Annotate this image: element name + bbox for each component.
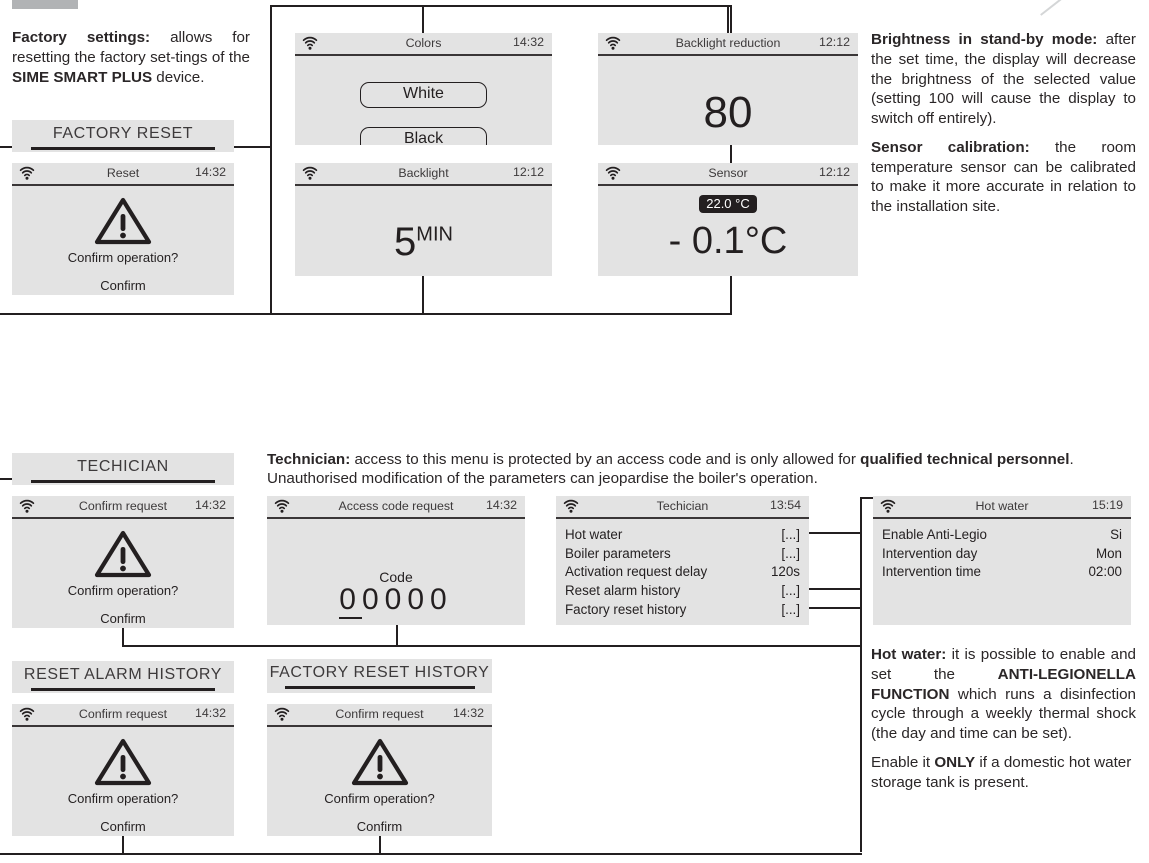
connector-mid-rail [122, 645, 862, 647]
access-code-digit-2[interactable]: 0 [384, 583, 408, 616]
screen-header [267, 704, 492, 727]
connector-top-left-vertical [270, 5, 272, 315]
connector-resetalarm-branch [808, 588, 862, 590]
menu-row-label: Enable Anti-Legio [882, 527, 987, 542]
brightness-standby-lead: Brightness in stand-by mode: [871, 31, 1098, 48]
access-code-label: Code [379, 569, 413, 585]
wifi-icon [605, 35, 621, 56]
screen-header [12, 163, 234, 186]
hot-water-enable-a: Enable it [871, 753, 935, 771]
chip-rule [285, 686, 475, 689]
access-code-digit-3[interactable]: 0 [407, 583, 431, 616]
menu-row-value: 02:00 [1088, 564, 1122, 580]
confirm-action[interactable]: Confirm [100, 278, 146, 293]
option-white[interactable]: White [360, 82, 487, 108]
menu-row-value: Si [1110, 527, 1122, 542]
connector-backlight-reduction-stub [727, 5, 729, 33]
connector-top-bottom-rail [0, 313, 732, 315]
technician-tail: . Unauthorised modification of the parameters can jeopardise the boiler's operation. [267, 451, 1074, 488]
menu-row-label: Boiler parameters [565, 545, 671, 561]
screen-header [295, 163, 552, 186]
sensor-calibration-lead: Sensor calibration: [871, 138, 1030, 156]
screen-header [12, 704, 234, 727]
screen-title: Sensor [708, 166, 748, 180]
screen-body [873, 519, 1131, 625]
backlight-reduction-value: 80 [703, 88, 753, 137]
connector-confirm1-down [122, 625, 124, 647]
hot-water-paragraph [871, 645, 1136, 801]
page-top-grey-bar [12, 0, 78, 9]
screen-clock: 12:12 [818, 35, 850, 49]
screen-confirm-request-technician[interactable] [12, 496, 234, 628]
screen-clock: 14:32 [194, 706, 226, 720]
screen-body [12, 519, 234, 628]
hot-water-a: it is possible to enable and set the [871, 646, 1136, 683]
screen-clock: 12:12 [512, 165, 544, 179]
technician-bold: qualified technical personnel [860, 451, 1070, 468]
wifi-icon [274, 706, 290, 727]
screen-backlight-reduction[interactable] [598, 33, 858, 145]
brightness-standby-paragraph [871, 30, 1136, 226]
hot-water-lead: Hot water: [871, 646, 947, 663]
wifi-icon [605, 165, 621, 186]
screen-clock: 14:32 [194, 498, 226, 512]
screen-body [598, 186, 858, 276]
factory-settings-device: SIME SMART PLUS [12, 68, 153, 86]
factory-settings-rest-b: device. [152, 68, 205, 86]
screen-colors[interactable] [295, 33, 552, 145]
screen-clock: 14:32 [452, 706, 484, 720]
wifi-icon [19, 498, 35, 519]
screen-clock: 14:32 [194, 165, 226, 179]
factory-settings-rest-a: allows for resetting the factory set-tings of the [12, 29, 250, 66]
screen-clock: 15:19 [1091, 498, 1123, 512]
screen-body [556, 519, 809, 625]
menu-row-label: Intervention day [882, 545, 978, 561]
wifi-icon [302, 35, 318, 56]
hot-water-bold: ANTI-LEGIONELLA FUNCTION [871, 665, 1136, 703]
factory-settings-paragraph [12, 28, 250, 96]
connector-bottom-rail [0, 853, 862, 855]
screen-clock: 14:32 [512, 35, 544, 49]
menu-row-enable-anti-legio[interactable] [873, 526, 1131, 545]
screen-body [267, 727, 492, 836]
hot-water-enable-b: if a domestic hot water storage tank is present. [871, 753, 1132, 791]
warning-triangle-icon [267, 737, 492, 792]
screen-title: Confirm request [335, 707, 424, 721]
chip-rule [31, 480, 215, 483]
screen-header [295, 33, 552, 56]
chip-rule [31, 688, 215, 691]
access-code-digit-1[interactable]: 0 [361, 583, 385, 616]
backlight-value-group [295, 220, 552, 265]
backlight-value: 5 [394, 220, 417, 264]
connector-colors-stub [422, 5, 424, 33]
screen-body [598, 56, 858, 145]
connector-hotwater-branch [808, 532, 862, 534]
screen-clock: 12:12 [818, 165, 850, 179]
chip-factory-reset[interactable] [12, 120, 234, 152]
screen-header [267, 496, 525, 519]
access-code-digit-0[interactable]: 0 [339, 583, 362, 619]
sensor-temp-badge: 22.0 °C [699, 195, 757, 213]
confirm-question: Confirm operation? [324, 791, 435, 806]
warning-triangle-icon [12, 529, 234, 584]
screen-title: Reset [106, 166, 140, 180]
menu-row-label: Hot water [565, 527, 623, 542]
connector-right-bus [860, 497, 862, 852]
screen-title: Confirm request [78, 707, 168, 721]
confirm-action[interactable]: Confirm [100, 819, 146, 834]
menu-row-label: Factory reset history [565, 601, 687, 617]
screen-body [295, 56, 552, 145]
connector-accesscode-down [396, 625, 398, 647]
menu-row-value: [...] [781, 545, 800, 561]
chip-reset-alarm-history-label: RESET ALARM HISTORY [23, 666, 223, 683]
wifi-icon [302, 165, 318, 186]
screen-title: Confirm request [78, 499, 168, 513]
wifi-icon [19, 165, 35, 186]
hot-water-b: which runs a disinfection cycle through a weekly thermal shock (the day and time can be set). [871, 685, 1136, 742]
screen-access-code-request[interactable] [267, 496, 525, 625]
chip-factory-reset-history[interactable] [267, 659, 492, 693]
menu-row-intervention-day[interactable] [873, 545, 1131, 564]
screen-techician-menu[interactable] [556, 496, 809, 625]
screen-factory-reset-history-confirm[interactable] [267, 704, 492, 836]
screen-hot-water[interactable] [873, 496, 1131, 625]
chip-factory-reset-label: FACTORY RESET [52, 125, 194, 142]
wifi-icon [19, 706, 35, 727]
menu-row-label: Intervention time [882, 564, 981, 580]
screen-body [267, 519, 525, 625]
menu-row-reset-alarm-history[interactable] [556, 582, 809, 601]
connector-top-horizontal [270, 5, 732, 7]
screen-title: Backlight reduction [675, 36, 781, 50]
access-code-digit-4[interactable]: 0 [430, 583, 453, 616]
screen-reset-confirm[interactable] [12, 163, 234, 295]
menu-row-value: 120s [770, 564, 800, 580]
page-corner-mark [1040, 0, 1062, 16]
screen-header [598, 163, 858, 186]
menu-row-label: Activation request delay [565, 564, 708, 580]
sensor-offset-value: - 0.1°C [668, 220, 788, 262]
wifi-icon [880, 498, 896, 519]
connector-resetalarm-screen-down [122, 833, 124, 855]
menu-row-value: [...] [781, 601, 800, 617]
screen-header [556, 496, 809, 519]
menu-row-activation-request-delay[interactable] [556, 563, 809, 582]
menu-row-value: [...] [781, 527, 800, 542]
screen-body [12, 186, 234, 295]
sensor-calibration-body: the room temperature sensor can be calibrated to make it more accurate in relation to the installation site. [871, 138, 1136, 215]
screen-clock: 14:32 [485, 498, 517, 512]
access-code-digits[interactable] [267, 583, 525, 617]
screen-title: Hot water [975, 499, 1029, 513]
menu-row-boiler-parameters[interactable] [556, 545, 809, 564]
confirm-action[interactable]: Confirm [100, 611, 146, 626]
connector-backlight-down-stub [422, 276, 424, 315]
brightness-standby-body: after the set time, the display will decrease the brightness of the selected value (setting 100 will cause the display to switch off entirely). [871, 31, 1136, 127]
confirm-action[interactable]: Confirm [356, 819, 403, 834]
wifi-icon [563, 498, 579, 519]
factory-settings-lead: Factory settings: [12, 29, 151, 46]
warning-triangle-icon [12, 737, 234, 792]
menu-row-hot-water[interactable] [556, 526, 809, 545]
connector-factoryresethistory-branch [808, 607, 862, 609]
technician-lead: Technician: [267, 451, 351, 468]
screen-sensor[interactable] [598, 163, 858, 276]
chip-techician-label: TECHICIAN [77, 458, 169, 475]
chip-factory-reset-history-label: FACTORY RESET HISTORY [269, 664, 490, 681]
screen-header [873, 496, 1131, 519]
technician-paragraph [267, 450, 1145, 489]
menu-row-value: Mon [1095, 545, 1122, 561]
screen-title: Techician [656, 499, 709, 513]
screen-header [598, 33, 858, 56]
screen-title: Colors [405, 36, 442, 50]
wifi-icon [274, 498, 290, 519]
menu-row-factory-reset-history[interactable] [556, 601, 809, 620]
menu-row-value: [...] [781, 583, 800, 599]
hot-water-only: ONLY [934, 753, 976, 771]
confirm-question: Confirm operation? [67, 583, 179, 598]
screen-body [12, 727, 234, 836]
chip-rule [31, 147, 215, 150]
chip-reset-alarm-history[interactable] [12, 661, 234, 693]
confirm-question: Confirm operation? [67, 250, 179, 265]
screen-title: Access code request [338, 499, 454, 513]
screen-header [12, 496, 234, 519]
screen-body [295, 186, 552, 276]
screen-backlight[interactable] [295, 163, 552, 276]
connector-factoryreset-screen-down [379, 833, 381, 855]
option-black[interactable]: Black [360, 127, 487, 145]
screen-reset-alarm-history-confirm[interactable] [12, 704, 234, 836]
backlight-unit: MIN [416, 223, 453, 246]
screen-title: Backlight [398, 166, 449, 180]
confirm-question: Confirm operation? [67, 791, 179, 806]
menu-row-label: Reset alarm history [565, 583, 681, 599]
menu-row-intervention-time[interactable] [873, 563, 1131, 582]
technician-mid: access to this menu is protected by an access code and is only allowed for [350, 451, 861, 468]
screen-clock: 13:54 [769, 498, 801, 512]
warning-triangle-icon [12, 196, 234, 251]
chip-techician[interactable] [12, 453, 234, 485]
